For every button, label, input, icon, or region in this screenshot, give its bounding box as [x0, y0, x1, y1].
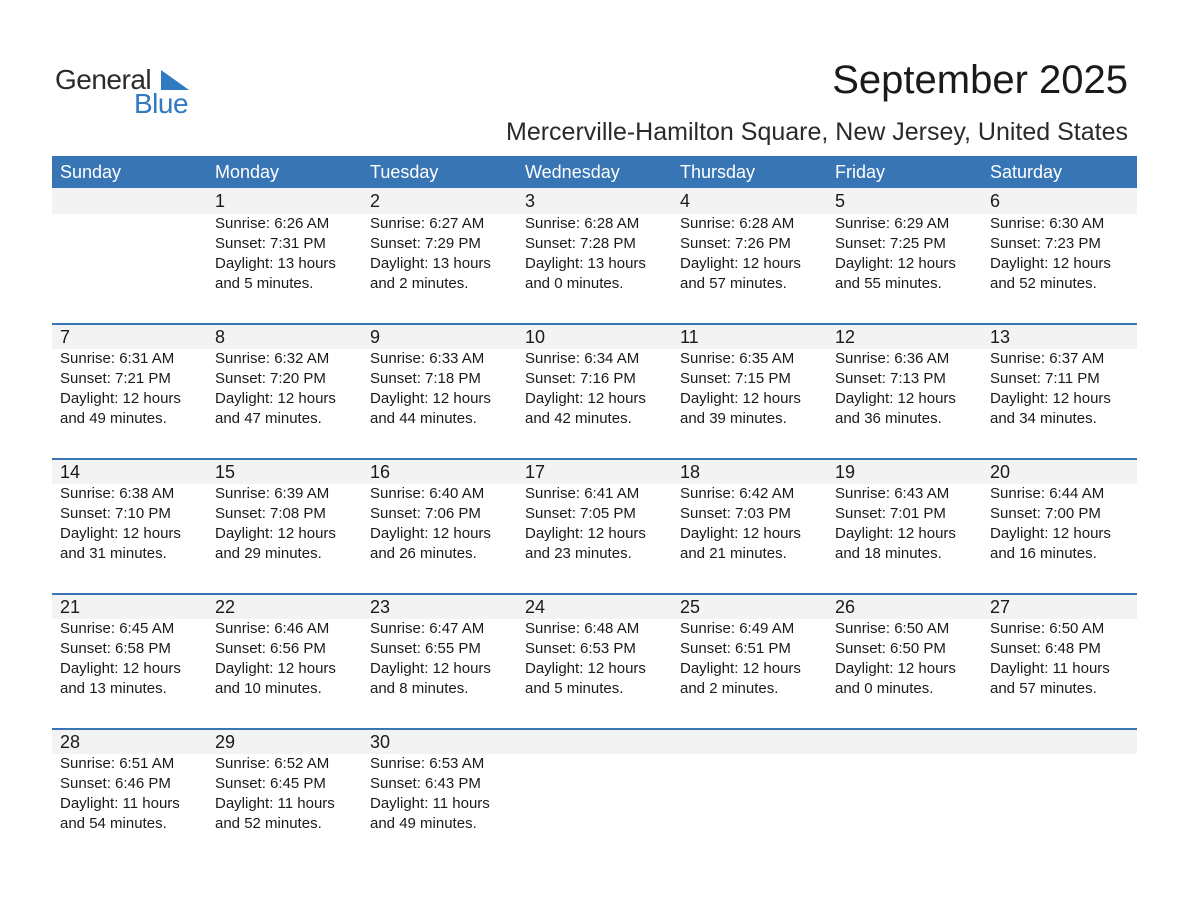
- week-row: [52, 593, 1137, 728]
- day-cell: [52, 730, 207, 834]
- sunrise-time: Sunrise: 6:47 AM: [370, 620, 485, 637]
- daylight-minutes: and 13 minutes.: [60, 680, 167, 697]
- sunrise-time: Sunrise: 6:33 AM: [370, 350, 485, 367]
- sunrise-time: Sunrise: 6:27 AM: [370, 215, 485, 232]
- day-number: 4: [680, 191, 691, 211]
- daylight-hours: Daylight: 12 hours: [990, 255, 1111, 272]
- daylight-minutes: and 36 minutes.: [835, 410, 942, 427]
- day-cell: [52, 325, 207, 429]
- day-number: 13: [990, 327, 1011, 347]
- calendar-grid: [52, 156, 1137, 863]
- daylight-minutes: and 5 minutes.: [215, 275, 314, 292]
- daylight-hours: Daylight: 12 hours: [60, 390, 181, 407]
- day-cell: [517, 188, 672, 294]
- daylight-hours: Daylight: 12 hours: [680, 390, 801, 407]
- day-cell: [827, 460, 982, 564]
- sunrise-time: Sunrise: 6:41 AM: [525, 485, 640, 502]
- daylight-hours: Daylight: 12 hours: [680, 525, 801, 542]
- daylight-minutes: and 2 minutes.: [680, 680, 779, 697]
- daylight-minutes: and 0 minutes.: [525, 275, 624, 292]
- page-title: September 2025: [832, 58, 1128, 102]
- sunset-time: Sunset: 7:20 PM: [215, 370, 326, 387]
- day-number: 27: [990, 597, 1011, 617]
- day-number: 16: [370, 462, 391, 482]
- sunrise-time: Sunrise: 6:44 AM: [990, 485, 1105, 502]
- sunrise-time: Sunrise: 6:32 AM: [215, 350, 330, 367]
- sunset-time: Sunset: 7:21 PM: [60, 370, 171, 387]
- weekday-monday: Monday: [215, 162, 280, 182]
- daylight-minutes: and 57 minutes.: [990, 680, 1097, 697]
- daylight-minutes: and 18 minutes.: [835, 545, 942, 562]
- daylight-hours: Daylight: 12 hours: [215, 660, 336, 677]
- daylight-minutes: and 55 minutes.: [835, 275, 942, 292]
- daylight-minutes: and 49 minutes.: [60, 410, 167, 427]
- day-number: 20: [990, 462, 1011, 482]
- daylight-minutes: and 31 minutes.: [60, 545, 167, 562]
- day-number: 11: [680, 327, 699, 347]
- day-number: 5: [835, 191, 846, 211]
- daylight-hours: Daylight: 12 hours: [990, 390, 1111, 407]
- daylight-minutes: and 29 minutes.: [215, 545, 322, 562]
- daylight-hours: Daylight: 13 hours: [525, 255, 646, 272]
- sunset-time: Sunset: 7:10 PM: [60, 505, 171, 522]
- empty-day-cell: [672, 730, 827, 834]
- day-cell: [362, 188, 517, 294]
- sunrise-time: Sunrise: 6:43 AM: [835, 485, 950, 502]
- day-number: 14: [60, 462, 81, 482]
- day-cell: [827, 188, 982, 294]
- daylight-minutes: and 8 minutes.: [370, 680, 469, 697]
- day-number: 19: [835, 462, 856, 482]
- daylight-hours: Daylight: 13 hours: [370, 255, 491, 272]
- week-row: [52, 188, 1137, 323]
- day-cell: [982, 460, 1137, 564]
- daylight-hours: Daylight: 12 hours: [370, 390, 491, 407]
- daylight-hours: Daylight: 12 hours: [525, 525, 646, 542]
- day-number: 12: [835, 327, 856, 347]
- sunset-time: Sunset: 7:01 PM: [835, 505, 946, 522]
- daylight-hours: Daylight: 13 hours: [215, 255, 336, 272]
- day-number: 25: [680, 597, 701, 617]
- day-cell: [982, 325, 1137, 429]
- daylight-minutes: and 5 minutes.: [525, 680, 624, 697]
- daylight-minutes: and 23 minutes.: [525, 545, 632, 562]
- day-cell: [982, 595, 1137, 699]
- sunrise-time: Sunrise: 6:36 AM: [835, 350, 950, 367]
- day-number: 24: [525, 597, 546, 617]
- day-number: 15: [215, 462, 236, 482]
- week-row: [52, 323, 1137, 458]
- sunset-time: Sunset: 6:58 PM: [60, 640, 171, 657]
- daylight-hours: Daylight: 11 hours: [60, 795, 180, 812]
- sunset-time: Sunset: 7:23 PM: [990, 235, 1101, 252]
- daylight-minutes: and 2 minutes.: [370, 275, 469, 292]
- sunset-time: Sunset: 6:45 PM: [215, 775, 326, 792]
- day-number: 7: [60, 327, 71, 347]
- sunset-time: Sunset: 7:16 PM: [525, 370, 636, 387]
- sunset-time: Sunset: 7:18 PM: [370, 370, 481, 387]
- sunset-time: Sunset: 7:06 PM: [370, 505, 481, 522]
- sunset-time: Sunset: 6:53 PM: [525, 640, 636, 657]
- sunset-time: Sunset: 7:00 PM: [990, 505, 1101, 522]
- sunset-time: Sunset: 6:51 PM: [680, 640, 791, 657]
- daylight-minutes: and 52 minutes.: [990, 275, 1097, 292]
- sunset-time: Sunset: 7:03 PM: [680, 505, 791, 522]
- daylight-minutes: and 54 minutes.: [60, 815, 167, 832]
- sunrise-time: Sunrise: 6:28 AM: [525, 215, 640, 232]
- weekday-friday: Friday: [835, 162, 886, 182]
- sunrise-time: Sunrise: 6:26 AM: [215, 215, 330, 232]
- daylight-minutes: and 49 minutes.: [370, 815, 477, 832]
- daylight-hours: Daylight: 12 hours: [60, 525, 181, 542]
- sunset-time: Sunset: 7:29 PM: [370, 235, 481, 252]
- sunset-time: Sunset: 7:25 PM: [835, 235, 946, 252]
- sunrise-time: Sunrise: 6:51 AM: [60, 755, 175, 772]
- day-number: 10: [525, 327, 546, 347]
- day-number: 8: [215, 327, 226, 347]
- day-cell: [362, 730, 517, 834]
- day-cell: [517, 460, 672, 564]
- daylight-hours: Daylight: 11 hours: [215, 795, 335, 812]
- empty-day-cell: [982, 730, 1137, 834]
- sunset-time: Sunset: 7:26 PM: [680, 235, 791, 252]
- sunrise-time: Sunrise: 6:48 AM: [525, 620, 640, 637]
- daylight-hours: Daylight: 11 hours: [990, 660, 1110, 677]
- sunset-time: Sunset: 6:48 PM: [990, 640, 1101, 657]
- daylight-minutes: and 39 minutes.: [680, 410, 787, 427]
- day-cell: [207, 595, 362, 699]
- sunset-time: Sunset: 7:31 PM: [215, 235, 326, 252]
- location-subtitle: Mercerville-Hamilton Square, New Jersey, United States: [506, 118, 1128, 146]
- daylight-minutes: and 26 minutes.: [370, 545, 477, 562]
- daylight-hours: Daylight: 12 hours: [215, 390, 336, 407]
- daylight-minutes: and 47 minutes.: [215, 410, 322, 427]
- day-cell: [52, 595, 207, 699]
- week-row: [52, 728, 1137, 863]
- sunrise-time: Sunrise: 6:53 AM: [370, 755, 485, 772]
- sunset-time: Sunset: 7:13 PM: [835, 370, 946, 387]
- day-cell: [362, 460, 517, 564]
- daylight-hours: Daylight: 12 hours: [525, 390, 646, 407]
- sunrise-time: Sunrise: 6:37 AM: [990, 350, 1105, 367]
- daylight-minutes: and 16 minutes.: [990, 545, 1097, 562]
- daylight-minutes: and 0 minutes.: [835, 680, 934, 697]
- day-number: 18: [680, 462, 701, 482]
- daylight-minutes: and 52 minutes.: [215, 815, 322, 832]
- sunrise-time: Sunrise: 6:35 AM: [680, 350, 795, 367]
- sunset-time: Sunset: 7:08 PM: [215, 505, 326, 522]
- weekday-saturday: Saturday: [990, 162, 1063, 182]
- daylight-hours: Daylight: 12 hours: [990, 525, 1111, 542]
- weekday-thursday: Thursday: [680, 162, 756, 182]
- logo-text-blue: Blue: [134, 88, 189, 119]
- sunrise-time: Sunrise: 6:28 AM: [680, 215, 795, 232]
- day-cell: [52, 460, 207, 564]
- weekday-header: [52, 156, 1137, 188]
- sunrise-time: Sunrise: 6:31 AM: [60, 350, 175, 367]
- day-number: 26: [835, 597, 856, 617]
- day-number: 9: [370, 327, 381, 347]
- weekday-tuesday: Tuesday: [370, 162, 439, 182]
- sunrise-time: Sunrise: 6:50 AM: [990, 620, 1105, 637]
- empty-day-cell: [517, 730, 672, 834]
- daylight-hours: Daylight: 12 hours: [370, 525, 491, 542]
- sunrise-time: Sunrise: 6:52 AM: [215, 755, 330, 772]
- daylight-hours: Daylight: 12 hours: [835, 390, 956, 407]
- day-number: 2: [370, 191, 381, 211]
- logo-text-general: General: [55, 64, 152, 95]
- day-number: 28: [60, 732, 81, 752]
- daylight-minutes: and 34 minutes.: [990, 410, 1097, 427]
- sunset-time: Sunset: 7:05 PM: [525, 505, 636, 522]
- sunrise-time: Sunrise: 6:30 AM: [990, 215, 1105, 232]
- daylight-hours: Daylight: 12 hours: [835, 660, 956, 677]
- daylight-minutes: and 10 minutes.: [215, 680, 322, 697]
- sunset-time: Sunset: 6:46 PM: [60, 775, 171, 792]
- sunset-time: Sunset: 6:56 PM: [215, 640, 326, 657]
- day-number: 17: [525, 462, 546, 482]
- day-cell: [827, 325, 982, 429]
- day-number: 29: [215, 732, 236, 752]
- sunset-time: Sunset: 7:11 PM: [990, 370, 1100, 387]
- sunrise-time: Sunrise: 6:34 AM: [525, 350, 640, 367]
- daylight-minutes: and 57 minutes.: [680, 275, 787, 292]
- daylight-minutes: and 21 minutes.: [680, 545, 787, 562]
- day-number: 21: [60, 597, 81, 617]
- day-cell: [672, 325, 827, 429]
- sunrise-time: Sunrise: 6:38 AM: [60, 485, 175, 502]
- sunrise-time: Sunrise: 6:29 AM: [835, 215, 950, 232]
- day-number: 1: [215, 191, 226, 211]
- day-cell: [517, 325, 672, 429]
- day-cell: [982, 188, 1137, 294]
- empty-day-cell: [52, 188, 207, 294]
- sunset-time: Sunset: 7:28 PM: [525, 235, 636, 252]
- daylight-hours: Daylight: 11 hours: [370, 795, 490, 812]
- week-row: [52, 458, 1137, 593]
- day-cell: [672, 595, 827, 699]
- daylight-minutes: and 44 minutes.: [370, 410, 477, 427]
- day-cell: [362, 595, 517, 699]
- day-cell: [362, 325, 517, 429]
- sunset-time: Sunset: 6:55 PM: [370, 640, 481, 657]
- day-cell: [827, 595, 982, 699]
- sunrise-time: Sunrise: 6:46 AM: [215, 620, 330, 637]
- day-cell: [207, 460, 362, 564]
- empty-day-cell: [827, 730, 982, 834]
- sunrise-time: Sunrise: 6:39 AM: [215, 485, 330, 502]
- day-number: 6: [990, 191, 1001, 211]
- day-number: 22: [215, 597, 236, 617]
- day-number: 3: [525, 191, 536, 211]
- daylight-hours: Daylight: 12 hours: [370, 660, 491, 677]
- day-cell: [672, 188, 827, 294]
- day-number: 30: [370, 732, 391, 752]
- brand-logo: [55, 64, 205, 124]
- sunrise-time: Sunrise: 6:42 AM: [680, 485, 795, 502]
- daylight-hours: Daylight: 12 hours: [60, 660, 181, 677]
- daylight-hours: Daylight: 12 hours: [680, 255, 801, 272]
- daylight-hours: Daylight: 12 hours: [835, 525, 956, 542]
- daylight-hours: Daylight: 12 hours: [215, 525, 336, 542]
- day-cell: [207, 325, 362, 429]
- sunrise-time: Sunrise: 6:50 AM: [835, 620, 950, 637]
- daylight-minutes: and 42 minutes.: [525, 410, 632, 427]
- daylight-hours: Daylight: 12 hours: [835, 255, 956, 272]
- daylight-hours: Daylight: 12 hours: [525, 660, 646, 677]
- sunrise-time: Sunrise: 6:45 AM: [60, 620, 175, 637]
- sunset-time: Sunset: 6:43 PM: [370, 775, 481, 792]
- daylight-hours: Daylight: 12 hours: [680, 660, 801, 677]
- sunrise-time: Sunrise: 6:40 AM: [370, 485, 485, 502]
- sunrise-time: Sunrise: 6:49 AM: [680, 620, 795, 637]
- day-number: 23: [370, 597, 391, 617]
- day-cell: [207, 188, 362, 294]
- sunset-time: Sunset: 6:50 PM: [835, 640, 946, 657]
- day-cell: [672, 460, 827, 564]
- weekday-sunday: Sunday: [60, 162, 122, 182]
- sunset-time: Sunset: 7:15 PM: [680, 370, 791, 387]
- day-cell: [517, 595, 672, 699]
- day-cell: [207, 730, 362, 834]
- weekday-wednesday: Wednesday: [525, 162, 620, 182]
